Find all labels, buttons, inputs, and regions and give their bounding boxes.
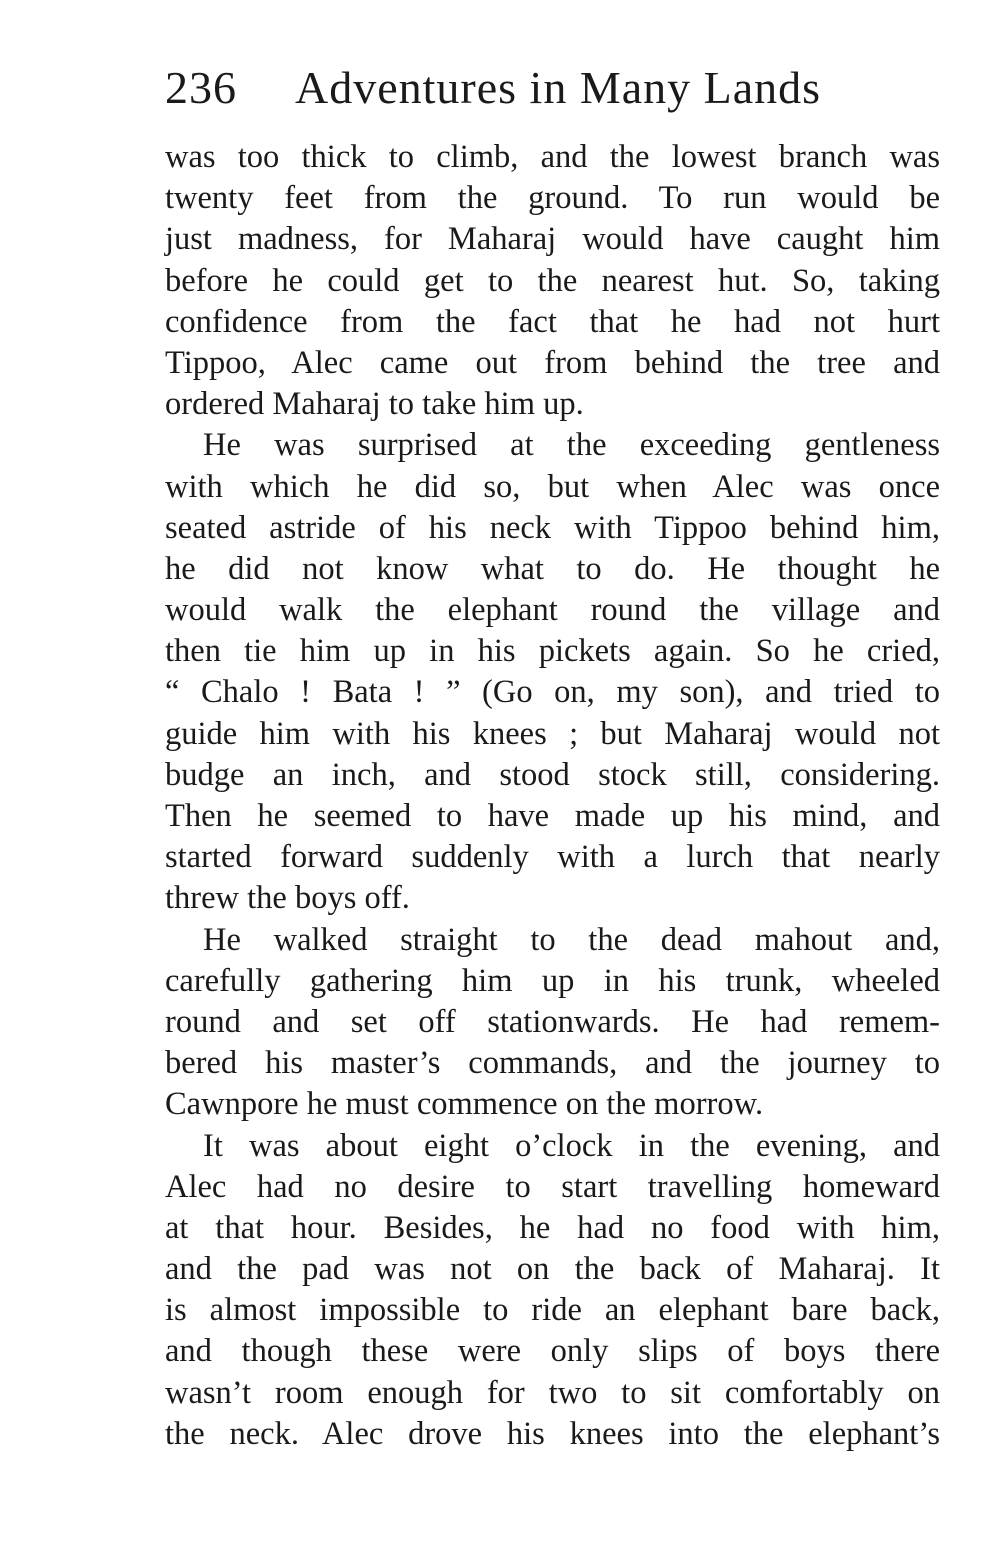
text-line: twenty feet from the ground. To run would be: [165, 180, 940, 217]
text-line: It was about eight o’clock in the evening, and: [203, 1127, 940, 1164]
text-line: Cawnpore he must commence on the morrow.: [165, 1086, 764, 1123]
text-line: with which he did so, but when Alec was once: [165, 468, 940, 505]
text-line: was too thick to climb, and the lowest branch was: [165, 139, 940, 175]
book-title: Adventures in Many Lands: [295, 62, 822, 113]
text-line: and the pad was not on the back of Maharaj. It: [165, 1251, 940, 1288]
text-line: wasn’t room enough for two to sit comfortably on: [165, 1374, 940, 1411]
text-line: at that hour. Besides, he had no food with him,: [165, 1209, 940, 1246]
text-line: budge an inch, and stood stock still, considering.: [165, 756, 940, 793]
text-line: threw the boys off.: [165, 880, 410, 917]
text-line: is almost impossible to ride an elephant bare back,: [165, 1292, 940, 1329]
text-line: confidence from the fact that he had not hurt: [165, 303, 940, 340]
text-line: ordered Maharaj to take him up.: [165, 386, 584, 423]
text-line: seated astride of his neck with Tippoo behind him,: [165, 509, 940, 546]
text-line: then tie him up in his pickets again. So he cried,: [165, 633, 940, 670]
text-line: would walk the elephant round the village and: [165, 592, 940, 629]
text-line: just madness, for Maharaj would have caught him: [165, 221, 940, 258]
text-line: started forward suddenly with a lurch that nearly: [165, 839, 940, 876]
text-line: He walked straight to the dead mahout and,: [203, 921, 940, 958]
text-line: he did not know what to do. He thought he: [165, 550, 940, 587]
text-line: He was surprised at the exceeding gentleness: [203, 427, 940, 464]
text-line: Alec had no desire to start travelling homeward: [165, 1168, 940, 1205]
body-text: [165, 137, 940, 1455]
text-line: bered his master’s commands, and the journey to: [165, 1045, 940, 1082]
text-line: Then he seemed to have made up his mind, and: [165, 798, 940, 834]
text-line: before he could get to the nearest hut. So, taking: [165, 262, 940, 299]
running-head: [165, 58, 925, 118]
text-line: and though these were only slips of boys there: [165, 1333, 940, 1370]
text-line: round and set off stationwards. He had remem-: [165, 1003, 940, 1040]
text-line: carefully gathering him up in his trunk, wheeled: [165, 962, 940, 999]
text-line: Tippoo, Alec came out from behind the tree and: [165, 344, 940, 381]
page-number: 236: [165, 62, 237, 113]
text-line: the neck. Alec drove his knees into the elephant’s: [165, 1415, 940, 1452]
text-line: guide him with his knees ; but Maharaj would not: [165, 715, 940, 752]
text-line: “ Chalo ! Bata ! ” (Go on, my son), and tried to: [165, 674, 940, 711]
